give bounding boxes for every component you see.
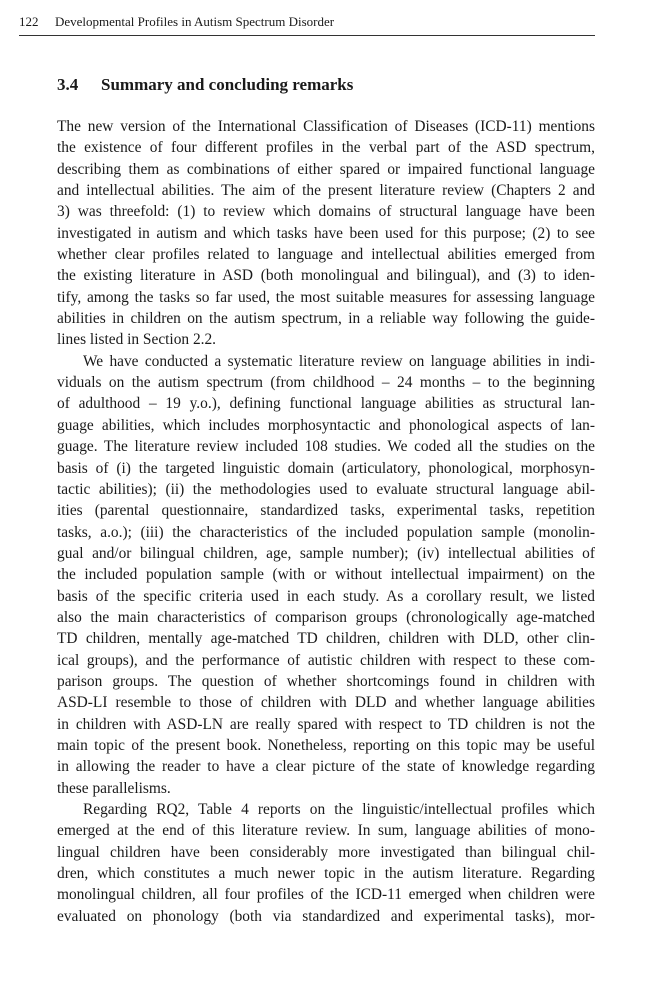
text-line: main topic of the present book. Nonetheless, reporting on this topic may be useful (57, 736, 595, 754)
text-line: the included population sample (with or without intellectual impairment) on the (57, 566, 595, 584)
text-line: dren, which constitutes a much newer topic in the autism literature. Regarding (57, 865, 595, 883)
section-title: Summary and concluding remarks (101, 75, 354, 94)
header-rule (19, 35, 595, 36)
text-line: in allowing the reader to have a clear picture of the state of knowledge regarding (57, 758, 595, 776)
text-line: of adulthood – 19 y.o.), defining functional language abilities as structural lan- (57, 395, 595, 413)
body-text (57, 116, 595, 927)
text-line: tify, among the tasks so far used, the most suitable measures for assessing language (57, 288, 595, 306)
text-line: TD children, mentally age-matched TD children, children with DLD, other clin- (57, 630, 595, 648)
text-line: gual and/or bilingual children, age, sample number); (iv) intellectual abilities of (57, 544, 595, 562)
text-line: tasks, a.o.); (iii) the characteristics of the included population sample (monolin- (57, 523, 595, 541)
text-line: ical groups), and the performance of autistic children with respect to these com- (57, 651, 595, 669)
text-line: We have conducted a systematic literature review on language abilities in indi- (83, 352, 595, 370)
text-line: 3) was threefold: (1) to review which domains of structural language have been (57, 203, 595, 221)
text-line: lines listed in Section 2.2. (57, 331, 217, 349)
text-line: guage abilities, which includes morphosyntactic and phonological aspects of lan- (57, 416, 595, 434)
text-line: viduals on the autism spectrum (from childhood – 24 months – to the beginning (57, 374, 595, 392)
text-line: and intellectual abilities. The aim of the present literature review (Chapters 2 and (57, 182, 595, 200)
text-line: the existing literature in ASD (both monolingual and bilingual), and (3) to iden- (57, 267, 595, 285)
text-line: whether clear profiles related to language and intellectual abilities emerged from (57, 246, 595, 264)
page-number: 122 (19, 14, 39, 29)
text-line: emerged at the end of this literature review. In sum, language abilities of mono- (57, 822, 595, 840)
text-line: tactic abilities); (ii) the methodologies used to evaluate structural language abil- (57, 480, 595, 498)
text-line: abilities in children on the autism spectrum, in a reliable way following the guide- (57, 310, 595, 328)
text-line: basis of (i) the targeted linguistic domain (articulatory, phonological, morphosyn- (57, 459, 595, 477)
text-line: guage. The literature review included 108 studies. We coded all the studies on the (57, 438, 595, 456)
text-line: also the main characteristics of comparison groups (chronologically age-matched (57, 608, 595, 626)
text-line: basis of the specific criteria used in each study. As a corollary result, we listed (57, 587, 595, 605)
section-number: 3.4 (57, 75, 79, 94)
text-line: in children with ASD-LN are really spared with respect to TD children is not the (57, 715, 595, 733)
section-heading (57, 74, 595, 96)
text-line: Regarding RQ2, Table 4 reports on the linguistic/intellectual profiles which (83, 801, 595, 818)
text-line: parison groups. The question of whether shortcomings found in children with (57, 672, 595, 690)
text-line: ities (parental questionnaire, standardized tasks, experimental tasks, repetition (57, 502, 595, 520)
text-line: these parallelisms. (57, 779, 171, 797)
text-line: evaluated on phonology (both via standardized and experimental tasks), mor- (57, 907, 595, 925)
text-line: investigated in autism and which tasks have been used for this purpose; (2) to see (57, 224, 595, 242)
text-line: monolingual children, all four profiles of the ICD-11 emerged when children were (57, 886, 595, 904)
running-header (19, 12, 595, 32)
text-line: the existence of four different profiles in the verbal part of the ASD spectrum, (57, 139, 595, 157)
text-line: ASD-LI resemble to those of children with DLD and whether language abilities (57, 694, 595, 712)
text-line: lingual children have been considerably more investigated than bilingual chil- (57, 843, 595, 861)
text-line: describing them as combinations of either spared or impaired functional language (57, 160, 595, 178)
text-line: The new version of the International Classification of Diseases (ICD-11) mentions (57, 118, 595, 135)
running-title: Developmental Profiles in Autism Spectrum Disorder (55, 14, 335, 29)
